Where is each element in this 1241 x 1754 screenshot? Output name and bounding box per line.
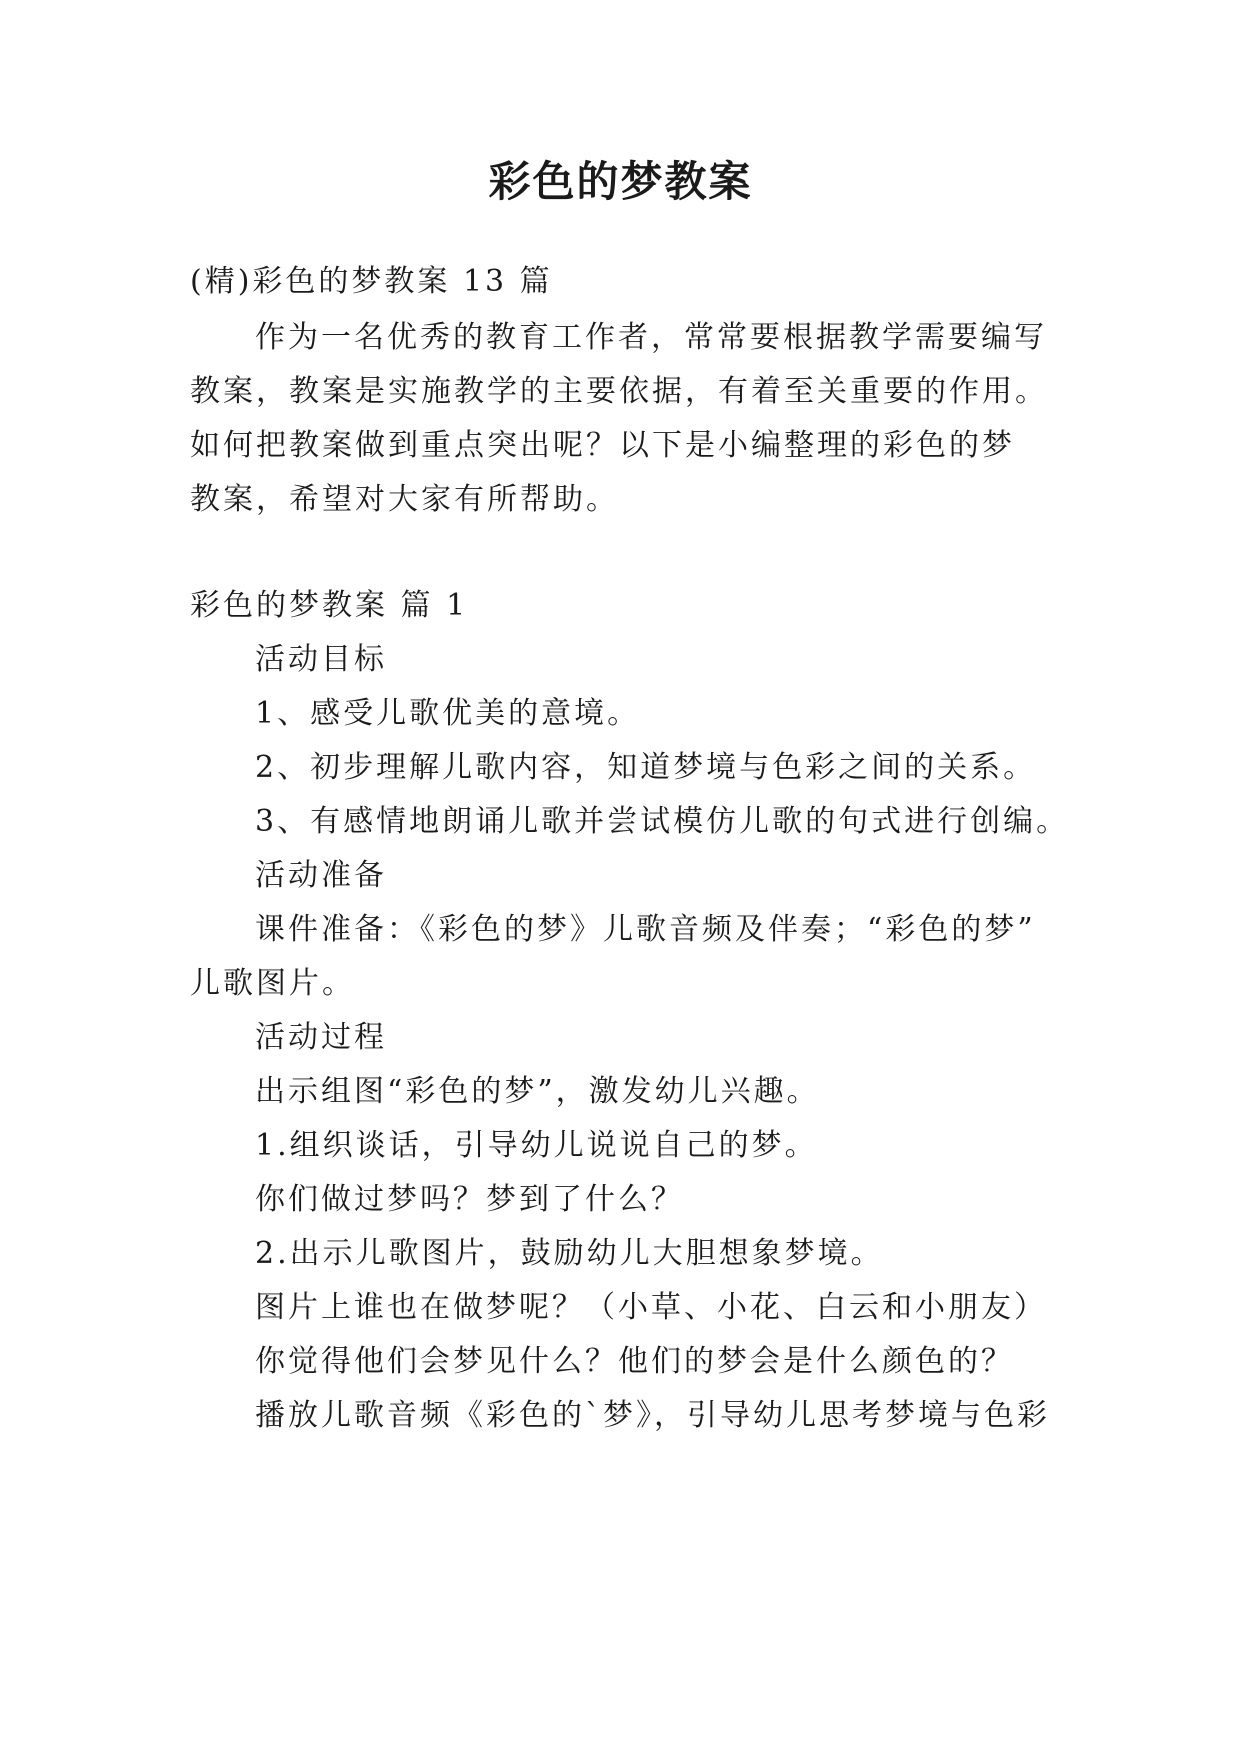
process-line-6: 你觉得他们会梦见什么？他们的梦会是什么颜色的？ (255, 1344, 1014, 1379)
prep-line-2: 儿歌图片。 (190, 966, 355, 1001)
process-line-3: 你们做过梦吗？梦到了什么？ (255, 1182, 684, 1217)
process-line-2: 1.组织谈话，引导幼儿说说自己的梦。 (255, 1128, 818, 1163)
intro-line-4: 教案，希望对大家有所帮助。 (190, 482, 619, 517)
document-title: 彩色的梦教案 (488, 157, 753, 206)
process-line-5: 图片上谁也在做梦呢？（小草、小花、白云和小朋友） (255, 1290, 1047, 1325)
goal-item-2: 2、初步理解儿歌内容，知道梦境与色彩之间的关系。 (255, 750, 1037, 785)
intro-line-1: 作为一名优秀的教育工作者，常常要根据教学需要编写 (255, 320, 1047, 355)
section-heading: 彩色的梦教案 篇 1 (190, 588, 469, 623)
process-line-4: 2.出示儿歌图片，鼓励幼儿大胆想象梦境。 (255, 1236, 884, 1271)
document-subtitle: (精)彩色的梦教案 13 篇 (190, 264, 553, 299)
goal-heading: 活动目标 (255, 642, 387, 677)
intro-line-2: 教案，教案是实施教学的主要依据，有着至关重要的作用。 (190, 374, 1048, 409)
intro-line-3: 如何把教案做到重点突出呢？以下是小编整理的彩色的梦 (190, 428, 1015, 463)
goal-item-3: 3、有感情地朗诵儿歌并尝试模仿儿歌的句式进行创编。 (255, 804, 1070, 839)
goal-item-1: 1、感受儿歌优美的意境。 (255, 696, 641, 731)
prep-heading: 活动准备 (255, 858, 387, 893)
process-line-7: 播放儿歌音频《彩色的`梦》，引导幼儿思考梦境与色彩 (255, 1398, 1050, 1433)
process-heading: 活动过程 (255, 1020, 387, 1055)
prep-line-1: 课件准备：《彩色的梦》儿歌音频及伴奏；“彩色的梦” (255, 912, 1036, 947)
process-line-1: 出示组图“彩色的梦”，激发幼儿兴趣。 (255, 1074, 820, 1109)
